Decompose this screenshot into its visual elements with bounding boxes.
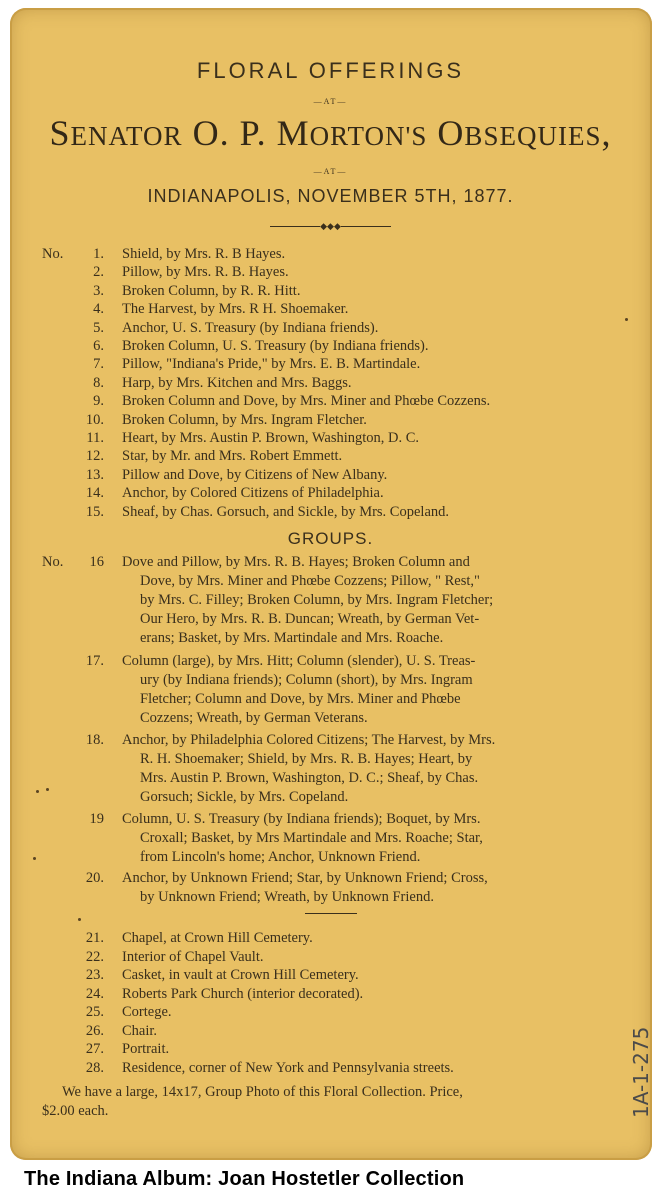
speck (625, 318, 628, 321)
item-number: 5. (93, 319, 104, 336)
photo-list-item (0, 966, 661, 984)
list-item (0, 429, 661, 447)
photo-number: 24. (85, 985, 104, 1002)
title: FLORAL OFFERINGS (196, 58, 465, 83)
photo-list-item (0, 1040, 661, 1058)
item-text: Pillow and Dove, by Citizens of New Albany. (122, 466, 388, 483)
item-text: Pillow, by Mrs. R. B. Hayes. (122, 264, 289, 281)
place-date: INDIANAPOLIS, NOVEMBER 5TH, 1877. (147, 186, 514, 206)
group-text-line: Dove and Pillow, by Mrs. R. B. Hayes; Broken Column and (122, 554, 470, 570)
item-text: Heart, by Mrs. Austin P. Brown, Washington, D. C. (122, 430, 420, 446)
footer-note (42, 1083, 620, 1121)
senator-heading-text: SENATOR O. P. MORTON'S OBSEQUIES, (49, 113, 612, 153)
ornament-divider: ◆◆◆ (0, 221, 661, 232)
list-item (0, 484, 661, 502)
senator-heading (0, 112, 661, 154)
speck (46, 788, 49, 791)
list-item (0, 263, 661, 281)
group-text (122, 810, 620, 867)
group-number: 20. (85, 870, 104, 886)
photo-number: 22. (85, 948, 104, 965)
item-number: 3. (93, 282, 104, 299)
group-text-line: Fletcher; Column and Dove, by Mrs. Miner and Phœbe (140, 691, 461, 707)
photo-text: Chair. (122, 1022, 158, 1039)
list-item (0, 355, 661, 373)
group-text-line: Cozzens; Wreath, by German Veterans. (140, 710, 368, 726)
list-item (0, 466, 661, 484)
group-text (122, 652, 620, 728)
item-text: Anchor, U. S. Treasury (by Indiana friends). (122, 319, 379, 336)
photo-number: 25. (85, 1004, 104, 1020)
group-text-line: erans; Basket, by Mrs. Martindale and Mrs. Roache. (140, 630, 444, 646)
photo-text: Chapel, at Crown Hill Cemetery. (122, 930, 313, 946)
group-number: 18. (85, 732, 104, 748)
list-item (0, 282, 661, 300)
item-text: Star, by Mr. and Mrs. Robert Emmett. (122, 448, 343, 465)
item-text: Sheaf, by Chas. Gorsuch, and Sickle, by Mrs. Copeland. (122, 503, 450, 520)
photo-text: Interior of Chapel Vault. (122, 948, 264, 965)
group-text-line: Our Hero, by Mrs. R. B. Duncan; Wreath, by German Vet- (140, 611, 480, 627)
group-text-line: from Lincoln's home; Anchor, Unknown Friend. (140, 849, 421, 865)
item-number: 11. (86, 430, 104, 446)
photo-number: 27. (85, 1041, 104, 1057)
list-item (0, 411, 661, 429)
section-divider (305, 913, 357, 914)
item-text: Harp, by Mrs. Kitchen and Mrs. Baggs. (122, 374, 352, 391)
group-text (122, 869, 620, 907)
item-text: Anchor, by Colored Citizens of Philadelphia. (122, 485, 384, 502)
item-number: 1. (93, 246, 104, 262)
collection-caption: The Indiana Album: Joan Hostetler Collection (24, 1168, 465, 1190)
photo-number: 28. (85, 1059, 104, 1076)
photo-text: Casket, in vault at Crown Hill Cemetery. (122, 967, 359, 983)
item-number: 15. (85, 503, 104, 520)
speck (78, 918, 81, 921)
list-item (0, 392, 661, 410)
group-text-line: Anchor, by Philadelphia Colored Citizens; The Harvest, by Mrs. (122, 732, 496, 748)
list-item (0, 447, 661, 465)
group-text-line: R. H. Shoemaker; Shield, by Mrs. R. B. Hayes; Heart, by (140, 751, 473, 767)
group-text (122, 553, 620, 648)
photo-text: Roberts Park Church (interior decorated). (122, 985, 364, 1002)
photo-list-item (0, 1003, 661, 1021)
list-item (0, 319, 661, 337)
photo-list-item (0, 1059, 661, 1077)
item-number: 8. (93, 374, 104, 391)
footer-line-2: $2.00 each. (42, 1103, 109, 1119)
photo-number: 23. (85, 967, 104, 983)
item-number: 14. (85, 485, 104, 502)
item-no-label: No. (42, 246, 64, 262)
group-text-line: Gorsuch; Sickle, by Mrs. Copeland. (140, 789, 349, 805)
group-no-label: No. (42, 554, 64, 570)
groups-heading: GROUPS. (287, 529, 374, 548)
item-text: Broken Column, U. S. Treasury (by Indiana friends). (122, 338, 429, 354)
item-number: 2. (93, 264, 104, 281)
photo-number: 26. (85, 1022, 104, 1039)
photo-list-item (0, 985, 661, 1003)
group-number: 16 (89, 554, 104, 570)
group-text-line: Column (large), by Mrs. Hitt; Column (slender), U. S. Treas- (122, 653, 476, 669)
group-text-line: ury (by Indiana friends); Column (short), by Mrs. Ingram (140, 672, 473, 688)
item-number: 9. (93, 393, 104, 410)
handwritten-catalog-number (620, 1000, 660, 1120)
item-number: 13. (85, 466, 104, 483)
group-text-line: Column, U. S. Treasury (by Indiana friends); Boquet, by Mrs. (122, 811, 481, 827)
item-number: 10. (85, 411, 104, 428)
at-separator-1: —AT— (313, 97, 348, 106)
item-number: 4. (93, 301, 104, 318)
group-text-line: Croxall; Basket, by Mrs Martindale and Mrs. Roache; Star, (140, 830, 483, 846)
group-text-line: Mrs. Austin P. Brown, Washington, D. C.; Sheaf, by Chas. (140, 770, 479, 786)
group-number: 17. (85, 653, 104, 669)
list-item (0, 300, 661, 318)
photo-list-item (0, 948, 661, 966)
photo-number: 21. (85, 930, 104, 946)
at-separator-2: —AT— (313, 167, 348, 176)
group-text-line: Dove, by Mrs. Miner and Phœbe Cozzens; Pillow, " Rest," (140, 573, 480, 589)
list-item (0, 337, 661, 355)
group-text-line: by Mrs. C. Filley; Broken Column, by Mrs. Ingram Fletcher; (140, 592, 494, 608)
group-text-line: by Unknown Friend; Wreath, by Unknown Friend. (140, 889, 434, 905)
item-text: Broken Column, by R. R. Hitt. (122, 282, 301, 299)
photo-text: Residence, corner of New York and Pennsylvania streets. (122, 1059, 454, 1076)
handwritten-catalog-text: 1A-1-275 (629, 1026, 653, 1118)
list-item (0, 374, 661, 392)
group-text (122, 731, 620, 807)
photo-text: Cortege. (122, 1004, 172, 1020)
item-text: Broken Column and Dove, by Mrs. Miner and Phœbe Cozzens. (122, 393, 491, 410)
photo-text: Portrait. (122, 1041, 170, 1057)
footer-line-1: We have a large, 14x17, Group Photo of this Floral Collection. Price, (62, 1084, 463, 1100)
speck (36, 790, 39, 793)
item-number: 6. (93, 338, 104, 354)
speck (33, 857, 36, 860)
item-text: Broken Column, by Mrs. Ingram Fletcher. (122, 411, 367, 428)
list-item (0, 503, 661, 521)
item-number: 12. (85, 448, 104, 465)
group-number: 19 (89, 811, 104, 827)
item-text: Pillow, "Indiana's Pride," by Mrs. E. B. Martindale. (122, 356, 421, 373)
item-number: 7. (93, 356, 104, 373)
photo-list-item (0, 929, 661, 947)
item-text: Shield, by Mrs. R. B Hayes. (122, 246, 286, 262)
group-text-line: Anchor, by Unknown Friend; Star, by Unknown Friend; Cross, (122, 870, 488, 886)
photo-list-item (0, 1022, 661, 1040)
item-text: The Harvest, by Mrs. R H. Shoemaker. (122, 301, 349, 318)
list-item (0, 245, 661, 263)
